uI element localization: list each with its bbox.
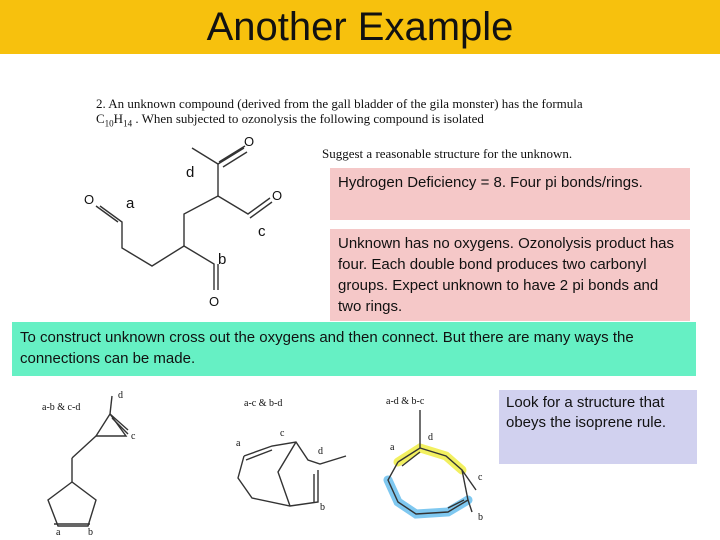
hydrogen-deficiency-box: Hydrogen Deficiency = 8. Four pi bonds/rings. (330, 168, 690, 220)
label-c: c (258, 223, 266, 240)
option-label-2: a-c & b-d (244, 398, 283, 409)
oxygen-right: O (272, 188, 283, 203)
opt3-label-c: c (478, 472, 483, 483)
opt1-label-b: b (88, 527, 93, 538)
opt1-label-c: c (131, 431, 136, 442)
label-a: a (126, 195, 135, 212)
opt2-label-d: d (318, 446, 323, 457)
oxygen-left: O (84, 192, 95, 207)
construct-note-box: To construct unknown cross out the oxygens and then connect. But there are many ways the connections can be made. (12, 322, 696, 376)
slide-title: Another Example (206, 5, 514, 49)
label-b: b (218, 251, 227, 268)
formula-h: H (113, 111, 124, 126)
problem-line-1: 2. An unknown compound (derived from the gall bladder of the gila monster) has the formula (96, 96, 583, 111)
formula-c: C (96, 111, 105, 126)
unknown-note-box: Unknown has no oxygens. Ozonolysis product has four. Each double bond produces two carbonyl groups. Expect unknown to have 2 pi bonds and two rings. (330, 229, 690, 321)
opt3-label-a: a (390, 442, 395, 453)
opt3-label-d: d (428, 432, 433, 443)
option-label-1: a-b & c-d (42, 402, 81, 413)
opt1-label-a: a (56, 527, 61, 538)
opt2-label-a: a (236, 438, 241, 449)
opt1-label-d: d (118, 390, 123, 401)
opt2-label-b: b (320, 502, 325, 513)
opt3-label-b: b (478, 512, 483, 523)
problem-line-2-rest: . When subjected to ozonolysis the following compound is isolated (132, 111, 484, 126)
option-ac-bd (236, 398, 346, 513)
option-ab-cd (42, 390, 136, 538)
label-d: d (186, 164, 195, 181)
isoprene-note-box: Look for a structure that obeys the isoprene rule. (499, 390, 697, 464)
oxygen-bottom: O (209, 294, 220, 309)
oxygen-top: O (244, 134, 255, 149)
option-label-3: a-d & b-c (386, 396, 425, 407)
opt2-label-c: c (280, 428, 285, 439)
suggest-text: Suggest a reasonable structure for the unknown. (322, 146, 573, 161)
option-ad-bc (386, 396, 483, 523)
formula-c-sub: 10 (104, 118, 114, 129)
ozonolysis-product (84, 134, 282, 309)
formula-h-sub: 14 (123, 118, 133, 129)
